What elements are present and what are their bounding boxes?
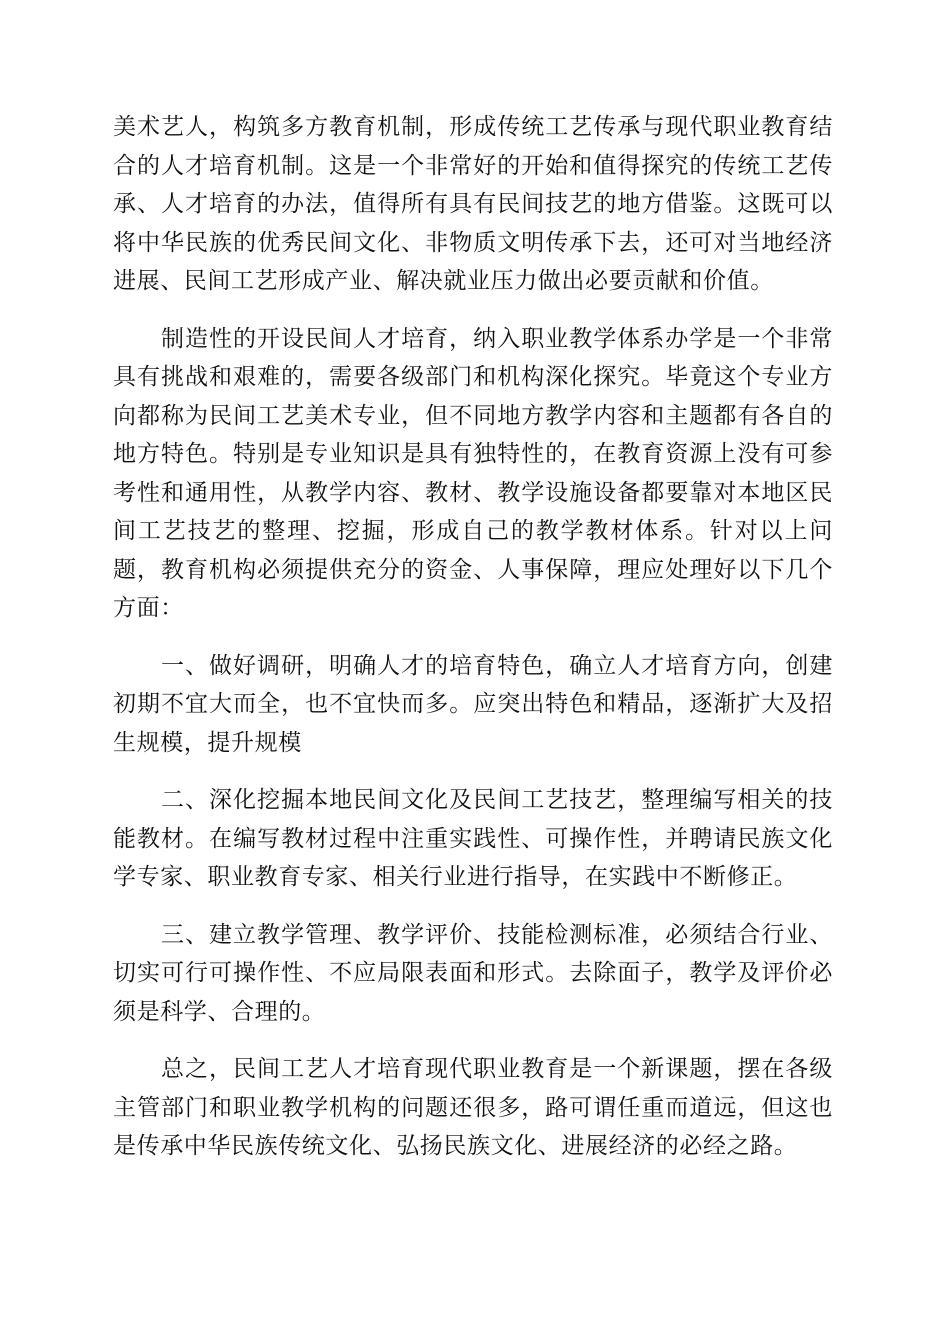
paragraph-4: 二、深化挖掘本地民间文化及民间工艺技艺，整理编写相关的技能教材。在编写教材过程中注重实践性、可操作性，并聘请民族文化学专家、职业教育专家、相关行业进行指导，在实践中不断修正。 [113,787,833,890]
paragraph-2: 制造性的开设民间人才培育，纳入职业教学体系办学是一个非常具有挑战和艰难的，需要各级部门和机构深化探究。毕竟这个专业方向都称为民间工艺美术专业，但不同地方教学内容和主题都有各自的地方特色。特别是专业知识是具有独特性的，在教育资源上没有可参考性和通用性，从教学内容、教材、教学设施设备都要靠对本地区民间工艺技艺的整理、挖掘，形成自己的教学教材体系。针对以上问题，教育机构必须提供充分的资金、人事保障，理应处理好以下几个方面： [113,325,833,621]
document-body [113,108,833,1185]
paragraph-6: 总之，民间工艺人才培育现代职业教育是一个新课题，摆在各级主管部门和职业教学机构的问题还很多，路可谓任重而道远，但这也是传承中华民族传统文化、弘扬民族文化、进展经济的必经之路。 [113,1056,833,1159]
paragraph-3: 一、做好调研，明确人才的培育特色，确立人才培育方向，创建初期不宜大而全，也不宜快而多。应突出特色和精品，逐渐扩大及招生规模，提升规模 [113,652,833,756]
paragraph-1: 美术艺人，构筑多方教育机制，形成传统工艺传承与现代职业教育结合的人才培育机制。这是一个非常好的开始和值得探究的传统工艺传承、人才培育的办法，值得所有具有民间技艺的地方借鉴。这既可以将中华民族的优秀民间文化、非物质文明传承下去，还可对当地经济进展、民间工艺形成产业、解决就业压力做出必要贡献和价值。 [113,114,833,294]
paragraph-5: 三、建立教学管理、教学评价、技能检测标准，必须结合行业、切实可行可操作性、不应局限表面和形式。去除面子，教学及评价必须是科学、合理的。 [113,921,833,1025]
